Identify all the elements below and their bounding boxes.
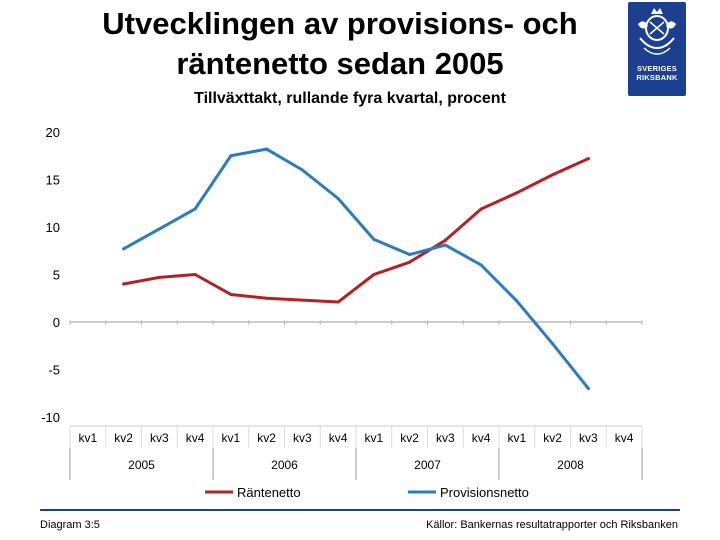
- year-label: 2006: [271, 458, 298, 472]
- data-point: [194, 273, 197, 276]
- chart-legend: [205, 485, 529, 500]
- logo-line-2: RIKSBANK: [636, 73, 678, 82]
- data-point: [301, 299, 304, 302]
- data-point: [158, 276, 161, 279]
- data-point: [372, 273, 375, 276]
- quarter-label: kv3: [436, 431, 455, 445]
- quarter-label: kv1: [221, 431, 241, 445]
- quarter-label: kv2: [400, 431, 419, 445]
- data-point: [587, 157, 590, 160]
- y-tick-label: -10: [41, 410, 60, 425]
- chart-series: [122, 148, 590, 390]
- quarter-label: kv3: [293, 431, 312, 445]
- data-point: [408, 253, 411, 256]
- year-label: 2005: [128, 458, 155, 472]
- data-point: [444, 244, 447, 247]
- quarter-label: kv4: [614, 431, 634, 445]
- data-point: [265, 297, 268, 300]
- year-label: 2008: [557, 458, 584, 472]
- quarter-label: kv4: [471, 431, 491, 445]
- y-tick-label: 15: [45, 172, 60, 188]
- data-point: [301, 169, 304, 172]
- data-point: [551, 173, 554, 176]
- quarter-label: kv1: [507, 431, 527, 445]
- data-point: [515, 191, 518, 194]
- quarter-label: kv4: [328, 431, 348, 445]
- y-tick-label: 5: [52, 267, 60, 283]
- data-point: [551, 342, 554, 345]
- y-tick-label: 20: [45, 125, 60, 140]
- title-line-1: Utvecklingen av provisions- och: [102, 6, 578, 41]
- quarter-label: kv1: [78, 431, 98, 445]
- data-point: [337, 301, 340, 304]
- legend-rantenetto-label: Räntenetto: [237, 485, 301, 500]
- chart-subtitle: Tillväxttakt, rullande fyra kvartal, procent: [194, 90, 506, 107]
- data-point: [337, 197, 340, 200]
- quarter-label: kv2: [543, 431, 562, 445]
- data-point: [122, 247, 125, 250]
- data-point: [515, 300, 518, 303]
- quarter-label: kv3: [579, 431, 598, 445]
- data-point: [158, 227, 161, 230]
- y-axis-ticks: [41, 125, 60, 425]
- quarter-separators: [70, 320, 642, 480]
- year-label: 2007: [414, 458, 441, 472]
- data-point: [194, 207, 197, 210]
- diagram-number: Diagram 3:5: [40, 519, 100, 531]
- data-point: [444, 239, 447, 242]
- data-point: [587, 387, 590, 390]
- legend-provisionsnetto-label: Provisionsnetto: [440, 485, 529, 500]
- data-point: [372, 238, 375, 241]
- y-tick-label: 10: [45, 220, 60, 235]
- data-point: [480, 264, 483, 267]
- data-point: [265, 148, 268, 151]
- source-note: Källor: Bankernas resultatrapporter och Riksbanken: [426, 519, 678, 531]
- title-line-2: räntenetto sedan 2005: [176, 46, 504, 81]
- y-tick-label: -5: [48, 362, 60, 378]
- data-point: [229, 293, 232, 296]
- logo-line-1: SVERIGES: [637, 64, 677, 73]
- quarter-label: kv4: [185, 431, 205, 445]
- y-tick-label: 0: [52, 315, 60, 330]
- quarter-label: kv1: [364, 431, 384, 445]
- data-point: [122, 283, 125, 286]
- quarter-label: kv2: [257, 431, 276, 445]
- quarter-label: kv2: [114, 431, 133, 445]
- quarter-label: kv3: [150, 431, 169, 445]
- series-line-provisionsnetto: [124, 149, 589, 388]
- series-line-rantenetto: [124, 159, 589, 302]
- footer-rule: [40, 509, 680, 511]
- data-point: [229, 154, 232, 157]
- data-point: [408, 261, 411, 264]
- data-point: [480, 207, 483, 210]
